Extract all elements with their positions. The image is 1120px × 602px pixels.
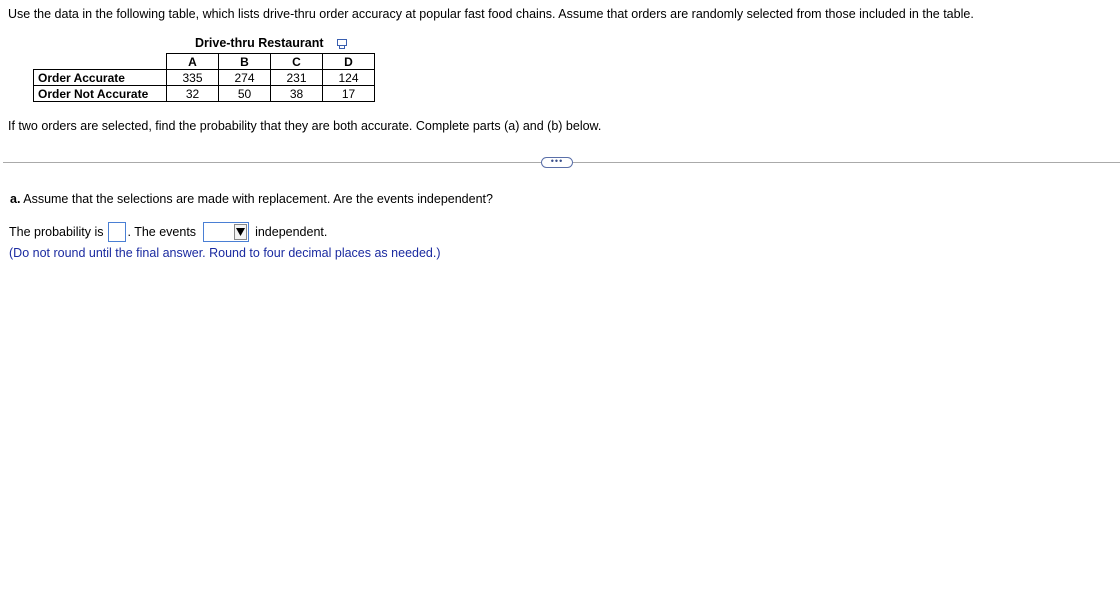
- table-cell: 274: [219, 70, 271, 86]
- copy-icon[interactable]: [337, 39, 349, 50]
- table-row: [34, 86, 375, 102]
- part-a-text: Assume that the selections are made with replacement. Are the events independent?: [23, 192, 493, 206]
- rounding-note: (Do not round until the final answer. Round to four decimal places as needed.): [9, 246, 441, 260]
- answer-prefix: The probability is: [9, 225, 104, 239]
- dropdown-arrow-icon[interactable]: [234, 224, 247, 240]
- part-a-prompt: [10, 192, 493, 206]
- column-header: A: [167, 54, 219, 70]
- row-label: Order Not Accurate: [34, 86, 167, 102]
- table-cell: 335: [167, 70, 219, 86]
- intro-text: Use the data in the following table, which lists drive-thru order accuracy at popular fast food chains. Assume that orders are randomly selected from those included in the table.: [8, 7, 974, 21]
- answer-suffix: independent.: [255, 225, 328, 239]
- column-header: D: [323, 54, 375, 70]
- table-title: Drive-thru Restaurant: [195, 36, 324, 50]
- probability-input[interactable]: [108, 222, 126, 242]
- table-row: [34, 70, 375, 86]
- answer-line: [9, 221, 327, 243]
- table-cell: 32: [167, 86, 219, 102]
- question-text: If two orders are selected, find the probability that they are both accurate. Complete parts (a) and (b) below.: [8, 119, 602, 133]
- column-header: C: [271, 54, 323, 70]
- table-cell: 124: [323, 70, 375, 86]
- row-label: Order Accurate: [34, 70, 167, 86]
- table-cell: 231: [271, 70, 323, 86]
- table-cell: 50: [219, 86, 271, 102]
- table-cell: 17: [323, 86, 375, 102]
- table-corner: [34, 54, 167, 70]
- independence-dropdown[interactable]: [203, 222, 249, 242]
- part-a-label: a.: [10, 192, 21, 206]
- column-header: B: [219, 54, 271, 70]
- expand-more-button[interactable]: •••: [541, 157, 573, 168]
- table-header-row: [34, 54, 375, 70]
- answer-middle: . The events: [127, 225, 197, 239]
- data-table: [33, 53, 375, 102]
- table-cell: 38: [271, 86, 323, 102]
